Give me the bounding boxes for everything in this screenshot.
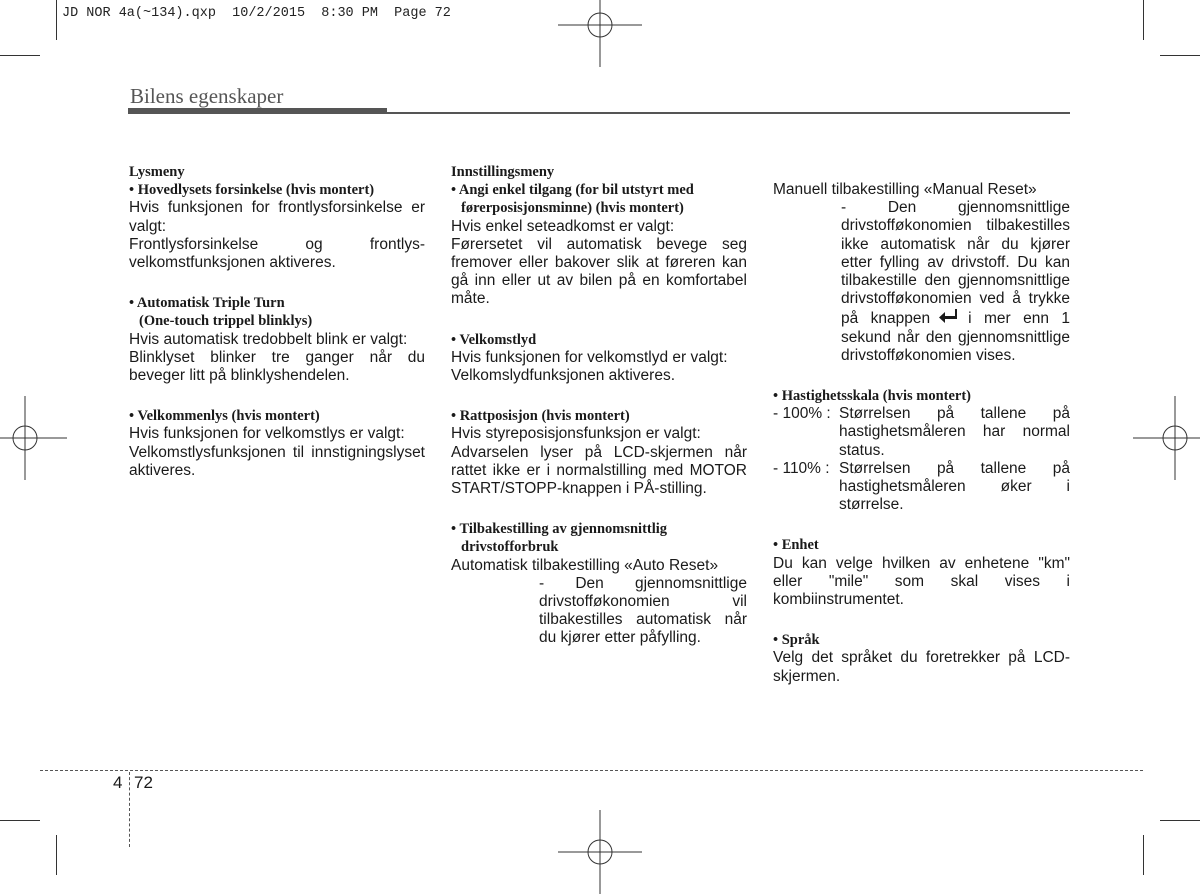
print-slug: JD NOR 4a(~134).qxp 10/2/2015 8:30 PM Page 72 bbox=[62, 6, 451, 21]
paragraph: Manuell tilbakestilling «Manual Reset» bbox=[773, 181, 1037, 198]
paragraph: Velg det språket du foretrekker på LCD-skjermen. bbox=[773, 649, 1070, 685]
paragraph: Frontlysforsinkelse og frontlys-velkomstfunksjonen aktiveres. bbox=[129, 235, 425, 272]
subsection-title: • Automatisk Triple Turn bbox=[129, 295, 285, 312]
subsection-title: • Hovedlysets forsinkelse (hvis montert) bbox=[129, 182, 375, 199]
page-number: 72 bbox=[134, 773, 153, 792]
subsection-title: • Rattposisjon (hvis montert) bbox=[451, 408, 630, 425]
subsection-title: • Enhet bbox=[773, 537, 819, 554]
crop-mark-tr-h bbox=[1160, 55, 1200, 56]
chapter-number: 4 bbox=[113, 773, 123, 792]
paragraph: Velkomstlysfunksjonen til innstigningslyset aktiveres. bbox=[129, 443, 425, 479]
subsection-title: • Velkomstlyd bbox=[451, 331, 537, 348]
paragraph: Hvis funksjonen for velkomstlyd er valgt: bbox=[451, 348, 728, 366]
crop-mark-tl-v bbox=[56, 0, 57, 40]
paragraph: Hvis funksjonen for frontlysforsinkelse er valgt: bbox=[129, 199, 425, 235]
subsection-title: • Språk bbox=[773, 632, 820, 649]
subsection-title-cont: førerposisjonsminne) (hvis montert) bbox=[461, 200, 684, 217]
footer-vertical-rule bbox=[129, 772, 130, 847]
paragraph: Hvis funksjonen for velkomstlys er valgt: bbox=[129, 425, 405, 443]
menu-heading-lysmeny: Lysmeny bbox=[129, 164, 185, 180]
subsection-title: • Tilbakestilling av gjennomsnittlig bbox=[451, 521, 668, 538]
title-rule-thin bbox=[387, 112, 1070, 114]
crop-mark-br-h bbox=[1160, 820, 1200, 821]
paragraph: Advarselen lyser på LCD-skjermen når rattet ikke er i normalstilling med MOTOR START/STOPP-knappen i PÅ-stilling. bbox=[451, 443, 747, 498]
registration-mark-left-icon bbox=[0, 396, 67, 480]
registration-mark-bottom-icon bbox=[558, 810, 642, 894]
list-item: - 100% : Størrelsen på tallene på hastighetsmåleren har normal status. bbox=[773, 405, 1070, 459]
subsection-title-cont: drivstofforbruk bbox=[461, 539, 559, 556]
column-1 bbox=[129, 163, 425, 480]
column-3 bbox=[773, 181, 1070, 686]
list-item: - 110% : Størrelsen på tallene på hastighetsmåleren øker i størrelse. bbox=[773, 459, 1070, 514]
crop-mark-bl-h bbox=[0, 820, 40, 821]
paragraph: Hvis enkel seteadkomst er valgt: bbox=[451, 217, 675, 235]
subsection-title: • Angi enkel tilgang (for bil utstyrt med bbox=[451, 182, 694, 199]
crop-mark-tr-v bbox=[1143, 0, 1144, 40]
dash-item: - Den gjennomsnittlige drivstofføkonomien tilbakestilles ikke automatisk når du kjører etter fylling av drivstoff. Du kan tilbakestille den gjennomsnittlige drivstofføkonomien ved å trykke på knappen i mer enn 1 sekund når den gjennomsnittlige drivstofføkonomien vises. bbox=[841, 199, 1070, 364]
enter-key-icon bbox=[938, 308, 960, 326]
crop-mark-br-v bbox=[1143, 835, 1144, 875]
column-2 bbox=[451, 163, 747, 648]
registration-mark-top-icon bbox=[558, 0, 642, 67]
paragraph: Automatisk tilbakestilling «Auto Reset» bbox=[451, 556, 719, 574]
subsection-title: • Velkommenlys (hvis montert) bbox=[129, 408, 320, 425]
menu-heading-innstillingsmeny: Innstillingsmeny bbox=[451, 164, 555, 180]
paragraph: Førersetet vil automatisk bevege seg fremover eller bakover slik at føreren kan gå inn eller ut av bilen på en komfortabel måte. bbox=[451, 235, 747, 308]
subsection-title-cont: (One-touch trippel blinklys) bbox=[139, 313, 313, 330]
paragraph: Hvis styreposisjonsfunksjon er valgt: bbox=[451, 425, 701, 443]
footer-rule bbox=[40, 770, 1143, 771]
title-rule-thick bbox=[128, 108, 387, 114]
paragraph: Blinklyset blinker tre ganger når du beveger litt på blinklyshendelen. bbox=[129, 348, 425, 385]
registration-mark-right-icon bbox=[1133, 396, 1200, 480]
crop-mark-bl-v bbox=[56, 835, 57, 875]
subsection-title: • Hastighetsskala (hvis montert) bbox=[773, 388, 972, 405]
crop-mark-tl-h bbox=[0, 55, 40, 56]
dash-item: - Den gjennomsnittlige drivstofføkonomien vil tilbakestilles automatisk når du kjører etter påfylling. bbox=[539, 574, 747, 647]
section-title: Bilens egenskaper bbox=[130, 84, 284, 108]
paragraph: Du kan velge hvilken av enhetene "km" eller "mile" som skal vises i kombiinstrumentet. bbox=[773, 554, 1070, 609]
paragraph: Hvis automatisk tredobbelt blink er valgt: bbox=[129, 330, 408, 348]
paragraph: Velkomslydfunksjonen aktiveres. bbox=[451, 367, 676, 385]
